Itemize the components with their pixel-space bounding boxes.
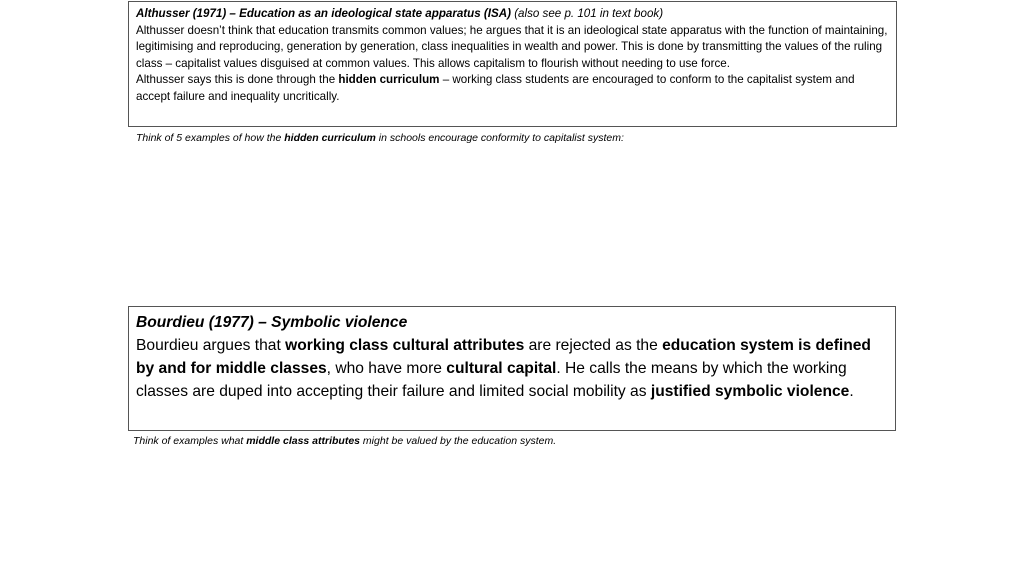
bourdieu-heading [136, 311, 888, 334]
althusser-p2-text-a: Althusser says this is done through the [136, 73, 339, 87]
bourdieu-text-9: . [849, 383, 854, 400]
althusser-paragraph-1: Althusser doesn’t think that education transmits common values; he argues that it is an ideological state apparatus with the function of maintaining, legitimising and reproducing, generation by generation, class inequalities in wealth and power. This is done by transmitting the values of the ruling class – capitalist values disguised at common values. This allows capitalism to flourish without needing to use force. [136, 23, 888, 70]
prompt1-term: hidden curriculum [284, 132, 376, 144]
bourdieu-text-3: are rejected as the [524, 337, 663, 354]
althusser-p2-text-c: – working class students are encouraged to conform to the capitalist system and accept failure and inequality uncritically. [136, 73, 855, 103]
prompt1-text-c: in schools encourage conformity to capitalist system: [375, 132, 624, 144]
bourdieu-text-7: . He calls the means by which the working classes are duped into accepting their failure and limited social mobility as [136, 360, 847, 400]
althusser-heading [136, 6, 889, 23]
althusser-heading-title: Althusser (1971) – Education as an ideological state apparatus (ISA) [136, 7, 511, 20]
bourdieu-textbox [128, 306, 896, 431]
bourdieu-heading-title: Bourdieu (1977) – Symbolic violence [136, 314, 408, 331]
middle-class-answer-area[interactable] [128, 452, 897, 570]
bourdieu-text-1: Bourdieu argues that [136, 337, 286, 354]
hidden-curriculum-prompt [136, 132, 624, 145]
middle-class-attributes-prompt [133, 435, 556, 448]
prompt2-text-a: Think of examples what [133, 435, 247, 447]
althusser-paragraph-2 [136, 72, 889, 105]
bourdieu-paragraph [136, 334, 888, 403]
althusser-heading-note: (also see p. 101 in text book) [510, 7, 664, 20]
bourdieu-term-2: education system is defined by and for middle classes [136, 337, 871, 377]
prompt1-text-a: Think of 5 examples of how the [136, 132, 285, 144]
bourdieu-text-5: , who have more [326, 360, 447, 377]
bourdieu-term-1: working class cultural attributes [285, 337, 525, 354]
althusser-textbox [128, 1, 897, 127]
hidden-curriculum-answer-area[interactable] [128, 150, 897, 298]
prompt2-term: middle class attributes [246, 435, 361, 447]
althusser-hidden-curriculum-term: hidden curriculum [338, 73, 440, 87]
prompt2-text-c: might be valued by the education system. [360, 435, 557, 447]
bourdieu-term-3: cultural capital [446, 360, 557, 377]
bourdieu-term-4: justified symbolic violence [650, 383, 850, 400]
